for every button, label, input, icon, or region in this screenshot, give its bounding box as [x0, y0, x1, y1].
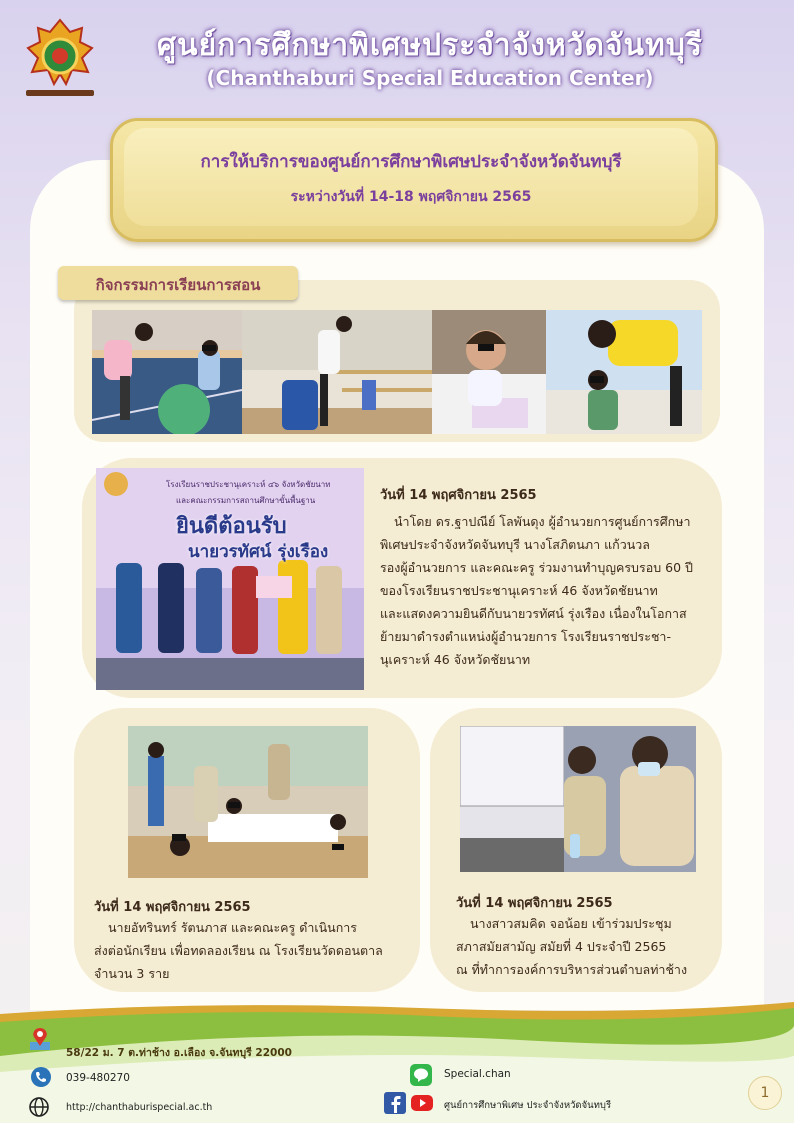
photo-school-caption: โรงเรียนราชประชานุเคราะห์ ๔๖ จังหวัดชัยนาท [166, 480, 331, 489]
news1-line: และแสดงความยินดีกับนายวรทัศน์ รุ่งเรือง เนื่องในโอกาส [380, 606, 687, 621]
page-number: 1 [748, 1076, 782, 1110]
photo-classroom [128, 726, 368, 878]
title-banner-inner [124, 128, 698, 226]
footer-website-link[interactable]: http://chanthaburispecial.ac.th [66, 1102, 213, 1113]
news2-date: วันที่ 14 พฤศจิกายน 2565 [94, 900, 251, 915]
news3-line: นางสาวสมคิด จอน้อย เข้าร่วมประชุม [470, 916, 672, 931]
globe-icon [28, 1096, 50, 1118]
news1-body [380, 510, 710, 671]
news3-date: วันที่ 14 พฤศจิกายน 2565 [456, 896, 613, 911]
footer-line-id[interactable]: Special.chan [444, 1068, 511, 1080]
footer-address: 58/22 ม. 7 ต.ท่าช้าง อ.เลือง จ.จันทบุรี 22000 [66, 1047, 292, 1059]
news1-line: พิเศษประจำจังหวัดจันทบุรี นางโสภิตนภา แก้วนวล [380, 537, 650, 552]
photo-child-drawing [432, 310, 546, 434]
news2-line: ส่งต่อนักเรียน เพื่อทดลองเรียน ณ โรงเรียนวัดดอนตาล [94, 943, 383, 958]
news3-line: ณ ที่ทำการองค์การบริหารส่วนตำบลท่าช้าง [456, 962, 688, 977]
news2-line: จำนวน 3 ราย [94, 966, 170, 981]
photo-meeting [460, 726, 696, 872]
photo-office-caption: และคณะกรรมการสถานศึกษาขั้นพื้นฐาน [176, 496, 316, 505]
photo-teacher-assist [546, 310, 702, 434]
header-title: ศูนย์การศึกษาพิเศษประจำจังหวัดจันทบุรี [157, 28, 703, 63]
news2-body [94, 916, 414, 985]
photo-balance-bars [242, 310, 432, 434]
school-logo [22, 18, 98, 102]
facebook-icon[interactable] [384, 1092, 406, 1114]
location-pin-icon [28, 1026, 52, 1052]
news3-line: สภาสมัยสามัญ สมัยที่ 4 ประจำปี 2565 [456, 939, 667, 954]
line-app-icon[interactable] [410, 1064, 432, 1086]
header-subtitle: (Chanthaburi Special Education Center) [206, 66, 654, 90]
photo-name-text: นายวรทัศน์ รุ่งเรือง [188, 542, 329, 562]
youtube-icon[interactable] [410, 1092, 434, 1114]
photo-ball-exercise [92, 310, 242, 434]
section-tab-label: กิจกรรมการเรียนการสอน [95, 276, 261, 294]
news1-line: ย้ายมาดำรงตำแหน่งผู้อำนวยการ โรงเรียนราชประชา- [380, 629, 671, 644]
news1-line: ของโรงเรียนราชประชานุเคราะห์ 46 จังหวัดชัยนาท [380, 583, 658, 598]
banner-date-range: ระหว่างวันที่ 14-18 พฤศจิกายน 2565 [290, 189, 532, 205]
photo-welcome-text: ยินดีต้อนรับ [176, 514, 287, 539]
banner-title: การให้บริการของศูนย์การศึกษาพิเศษประจำจังหวัดจันทบุรี [200, 152, 622, 172]
news1-line: รองผู้อำนวยการ และคณะครู ร่วมงานทำบุญครบรอบ 60 ปี [380, 560, 693, 575]
news1-date: วันที่ 14 พฤศจิกายน 2565 [380, 488, 537, 503]
news2-line: นายอัทรินทร์ รัตนภาส และคณะครู ดำเนินการ [108, 920, 358, 935]
news1-line: นุเคราะห์ 46 จังหวัดชัยนาท [380, 652, 531, 667]
phone-icon [30, 1066, 52, 1088]
photo-ceremony [96, 468, 364, 690]
news3-body [456, 912, 718, 981]
footer-facebook-page[interactable]: ศูนย์การศึกษาพิเศษ ประจำจังหวัดจันทบุรี [444, 1100, 612, 1111]
news1-line: นำโดย ดร.ฐาปณีย์ โลพันดุง ผู้อำนวยการศูนย์การศึกษา [394, 514, 691, 529]
footer-phone: 039-480270 [66, 1072, 130, 1084]
